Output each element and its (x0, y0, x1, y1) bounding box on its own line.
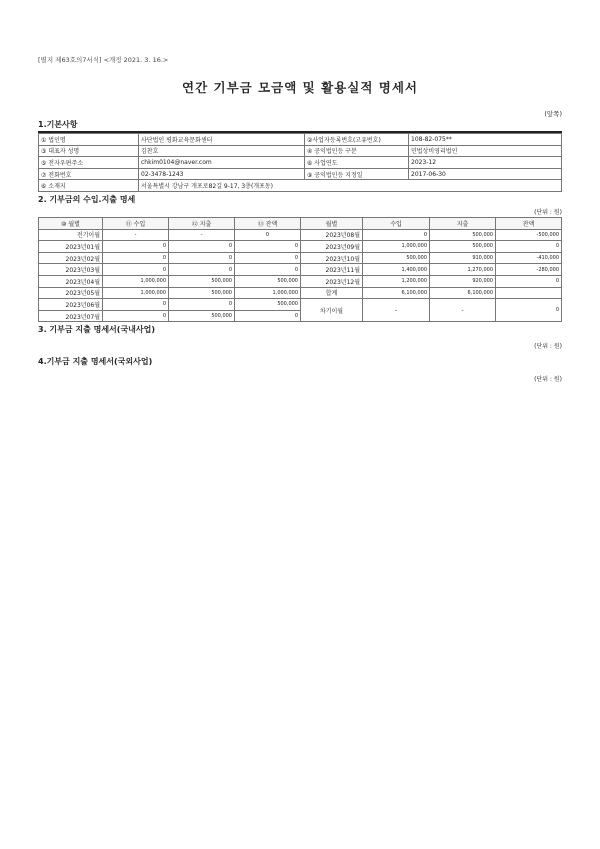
info-value: 108-82-075** (409, 134, 562, 146)
carry-over-label: 차기이월 (301, 299, 363, 322)
month-cell: 합계 (301, 287, 363, 299)
amount-cell: 500,000 (169, 287, 235, 299)
info-value: 사단법인 평화교육문화센터 (139, 134, 305, 146)
column-header: ⑪ 수입 (103, 217, 169, 229)
section2-title: 2. 기부금의 수입.지출 명세 (38, 194, 136, 204)
amount-cell: 0 (169, 264, 235, 276)
amount-cell: 0 (169, 299, 235, 311)
month-cell: 전기이월 (39, 229, 103, 241)
amount-cell: 6,100,000 (430, 287, 496, 299)
address-label: ⑥ 소재지 (39, 180, 139, 192)
info-value: 민법상비영리법인 (409, 145, 562, 157)
section3-unit: (단위 : 원) (534, 343, 562, 351)
month-cell: 2023년09월 (301, 241, 363, 253)
month-cell: 2023년12월 (301, 275, 363, 287)
section2-unit: (단위 : 원) (534, 208, 562, 216)
amount-cell: 0 (169, 252, 235, 264)
form-page (38, 55, 562, 384)
info-label: ⑤ 전자우편주소 (39, 157, 139, 169)
info-label: ① 법인명 (39, 134, 139, 146)
basic-info-row (39, 157, 562, 169)
amount-cell: 0 (103, 252, 169, 264)
column-header: ⑩ 월별 (39, 217, 103, 229)
info-value: 김찬호 (139, 145, 305, 157)
info-label: ③ 대표자 성명 (39, 145, 139, 157)
amount-cell: 500,000 (235, 299, 301, 311)
document-title: 연간 기부금 모금액 및 활용실적 명세서 (182, 80, 418, 95)
table-row (39, 287, 562, 299)
amount-cell: -280,000 (496, 264, 562, 276)
amount-cell: 1,000,000 (103, 275, 169, 287)
section4-title: 4.기부금 지출 명세서(국외사업) (38, 357, 153, 367)
month-cell: 2023년02월 (39, 252, 103, 264)
amount-cell: - (103, 229, 169, 241)
table-row (39, 252, 562, 264)
amount-cell: 0 (103, 310, 169, 322)
basic-info-row (39, 134, 562, 146)
info-value: 2017-06-30 (409, 168, 562, 180)
section3-title: 3. 기부금 지출 명세서(국내사업) (38, 325, 156, 335)
amount-cell: 0 (103, 241, 169, 253)
amount-cell: 0 (103, 299, 169, 311)
month-cell: 2023년10월 (301, 252, 363, 264)
month-cell: 2023년11월 (301, 264, 363, 276)
month-cell: 2023년04월 (39, 275, 103, 287)
column-header: 수입 (363, 217, 430, 229)
basic-info-table (38, 133, 562, 192)
amount-cell: 0 (235, 229, 301, 241)
info-value: 02-3478-1243 (139, 168, 305, 180)
month-cell: 2023년05월 (39, 287, 103, 299)
side-note: (앞쪽) (544, 110, 562, 118)
amount-cell: 500,000 (430, 229, 496, 241)
amount-cell: 1,200,000 (363, 275, 430, 287)
info-value: chkim0104@naver.com (139, 157, 305, 169)
info-label: ⑥ 사업연도 (305, 157, 409, 169)
month-cell: 2023년08월 (301, 229, 363, 241)
amount-cell: 1,000,000 (235, 287, 301, 299)
amount-cell: 500,000 (363, 252, 430, 264)
table-row (39, 264, 562, 276)
amount-cell: - (169, 229, 235, 241)
income-expense-table (38, 217, 562, 322)
amount-cell: 0 (496, 299, 562, 322)
amount-cell: - (430, 299, 496, 322)
amount-cell: - (363, 299, 430, 322)
section1-title: 1.기본사항 (38, 119, 562, 133)
info-value: 2023-12 (409, 157, 562, 169)
amount-cell: 0 (496, 241, 562, 253)
amount-cell: -410,000 (496, 252, 562, 264)
amount-cell: -500,000 (496, 229, 562, 241)
info-label: ④ 공익법인등 구분 (305, 145, 409, 157)
amount-cell: 920,000 (430, 275, 496, 287)
table-row (39, 241, 562, 253)
info-label: ⑨ 공익법인등 지정일 (305, 168, 409, 180)
info-label: ②사업자등록번호(고유번호) (305, 134, 409, 146)
info-label: ⑦ 전화번호 (39, 168, 139, 180)
month-cell: 2023년06월 (39, 299, 103, 311)
address-row (39, 180, 562, 192)
column-header: ⑬ 잔액 (235, 217, 301, 229)
amount-cell: 500,000 (169, 275, 235, 287)
column-header: 월별 (301, 217, 363, 229)
amount-cell: 500,000 (235, 275, 301, 287)
column-header: 지출 (430, 217, 496, 229)
address-value: 서울특별시 강남구 개포로82길 9-17, 3층(개포동) (139, 180, 562, 192)
month-cell: 2023년07월 (39, 310, 103, 322)
amount-cell: 1,270,000 (430, 264, 496, 276)
section4-unit: (단위 : 원) (534, 376, 562, 384)
amount-cell: 0 (235, 310, 301, 322)
table-row (39, 275, 562, 287)
amount-cell: 1,400,000 (363, 264, 430, 276)
amount-cell: 6,100,000 (363, 287, 430, 299)
amount-cell: 910,000 (430, 252, 496, 264)
amount-cell: 1,000,000 (363, 241, 430, 253)
amount-cell: 0 (235, 252, 301, 264)
amount-cell: 0 (103, 264, 169, 276)
column-header: ⑫ 지출 (169, 217, 235, 229)
basic-info-row (39, 145, 562, 157)
amount-cell: 0 (235, 241, 301, 253)
amount-cell: 500,000 (169, 310, 235, 322)
amount-cell: 0 (363, 229, 430, 241)
form-number: [별지 제63호의7서식] <개정 2021. 3. 16.> (38, 56, 169, 64)
amount-cell: 0 (169, 241, 235, 253)
month-cell: 2023년01월 (39, 241, 103, 253)
amount-cell: 500,000 (430, 241, 496, 253)
table-row (39, 299, 562, 311)
column-header: 잔액 (496, 217, 562, 229)
month-cell: 2023년03월 (39, 264, 103, 276)
amount-cell: 0 (235, 264, 301, 276)
amount-cell: 0 (496, 275, 562, 287)
basic-info-row (39, 168, 562, 180)
amount-cell (496, 287, 562, 299)
amount-cell: 1,000,000 (103, 287, 169, 299)
table-row (39, 229, 562, 241)
